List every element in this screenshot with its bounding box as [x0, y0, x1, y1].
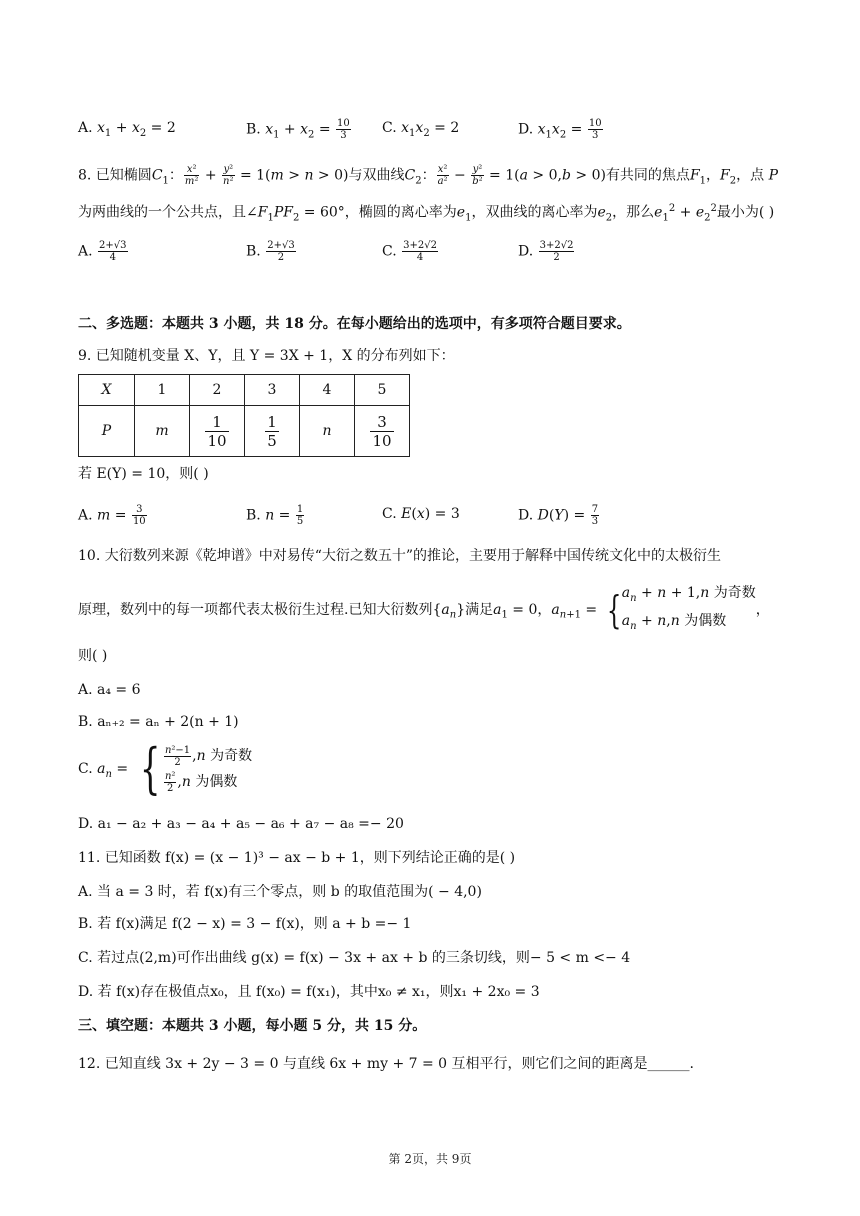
q7-option-b: B. $x_1 + x_2$ = $\frac{10}{3}$ — [246, 118, 350, 141]
table-cell: n — [300, 406, 355, 457]
table-cell: 3 — [245, 375, 300, 406]
q10-option-c: C. $a_n$ = { $\frac{\text{n²−1}}{2}$ ,n 为奇数 $\frac{\text{n²}}{2}$ ,n 为偶数 — [78, 737, 253, 800]
section2-heading: 二、多选题：本题共 3 小题，共 18 分。在每小题给出的选项中，有多项符合题目要求。 — [78, 316, 631, 332]
table-cell: $\frac{3}{10}$ — [355, 406, 410, 457]
q8-option-b: B. $\frac{2+√3}{2}$ — [246, 240, 295, 263]
q10-line2: 原理，数列中的每一项都代表太极衍生过程.已知大衍数列$\{a_n\}$满足$a_1 = 0$，$a_{n+1}$ = { $a_n + n + 1,n$ 为奇数 $a_n + n,n$ 为偶数 ， — [78, 585, 770, 632]
table-cell: $\frac{1}{10}$ — [190, 406, 245, 457]
q7-option-a: A. $x_1 + x_2 = 2$ — [78, 120, 176, 139]
table-cell: m — [135, 406, 190, 457]
q11-option-b: B. 若 f(x)满足 f(2 − x) = 3 − f(x)，则 a + b =− 1 — [78, 916, 412, 932]
q11-option-a: A. 当 a = 3 时，若 f(x)有三个零点，则 b 的取值范围为( − 4,0) — [78, 884, 482, 900]
q10-line1: 10. 大衍数列来源《乾坤谱》中对易传“大衍之数五十”的推论，主要用于解释中国传统文化中的太极衍生 — [78, 548, 722, 564]
q10-then: 则( ) — [78, 648, 108, 664]
q8-option-d: D. $\frac{3+2√2}{2}$ — [518, 240, 574, 263]
q10-option-b: B. aₙ₊₂ = aₙ + 2(n + 1) — [78, 714, 239, 730]
q11-stem: 11. 已知函数 f(x) = (x − 1)³ − ax − b + 1，则下列结论正确的是( ) — [78, 850, 516, 866]
table-cell: $\frac{1}{5}$ — [245, 406, 300, 457]
q9-option-b: B. n = $\frac{1}{5}$ — [246, 504, 304, 527]
table-cell: 5 — [355, 375, 410, 406]
table-cell: 2 — [190, 375, 245, 406]
q9-distribution-table — [78, 374, 410, 457]
q11-option-c: C. 若过点(2,m)可作出曲线 g(x) = f(x) − 3x + ax + b 的三条切线，则− 5 < m <− 4 — [78, 950, 631, 966]
q11-option-d: D. 若 f(x)存在极值点x₀，且 f(x₀) = f(x₁)，其中x₀ ≠ x₁，则x₁ + 2x₀ = 3 — [78, 984, 540, 1000]
q9-option-d: D. D(Y) = $\frac{7}{3}$ — [518, 504, 599, 527]
q7-option-d: D. $x_1x_2$ = $\frac{10}{3}$ — [518, 118, 602, 141]
table-cell: 4 — [300, 375, 355, 406]
q7-option-c: C. $x_1x_2 = 2$ — [382, 120, 460, 139]
q9-condition: 若 E(Y) = 10，则( ) — [78, 466, 209, 482]
q8-line1: 8. 已知椭圆$C_1$： $\frac{\text{x²}}{\text{m²}}$ + $\frac{\text{y²}}{\text{n²}}$ = 1(m > n > 0)与双曲线$C_2$： $\frac{\text{x²}}{\text{a²}}$ − $\frac{\text{y²}}{\text{b²}}$ = 1(a > 0,b > 0)有共同的焦点$F_1$，$F_2$，点 P — [78, 164, 778, 187]
table-cell: 1 — [135, 375, 190, 406]
q9-option-c: C. E(x) = 3 — [382, 506, 460, 522]
q9-option-a: A. m = $\frac{3}{10}$ — [78, 504, 146, 527]
q8-option-c: C. $\frac{3+2√2}{4}$ — [382, 240, 437, 263]
q9-stem: 9. 已知随机变量 X、Y，且 Y = 3X + 1，X 的分布列如下： — [78, 348, 455, 364]
q10-option-a: A. a₄ = 6 — [78, 682, 141, 698]
q8-line2: 为两曲线的一个公共点，且$\angle F_1PF_2 = 60^\circ$，椭圆的离心率为$e_1$，双曲线的离心率为$e_2$，那么$e_1^2 + e_2^2$最小为( ) — [78, 203, 775, 224]
q10-option-d: D. a₁ − a₂ + a₃ − a₄ + a₅ − a₆ + a₇ − a₈ =− 20 — [78, 816, 404, 832]
page-footer: 第 2页，共 9页 — [388, 1152, 472, 1166]
q12-stem: 12. 已知直线 3x + 2y − 3 = 0 与直线 6x + my + 7 = 0 互相平行，则它们之间的距离是______. — [78, 1056, 694, 1072]
table-cell: X — [79, 375, 135, 406]
q8-option-a: A. $\frac{2+√3}{4}$ — [78, 240, 127, 263]
section3-heading: 三、填空题：本题共 3 小题，每小题 5 分，共 15 分。 — [78, 1018, 427, 1034]
table-cell: P — [79, 406, 135, 457]
